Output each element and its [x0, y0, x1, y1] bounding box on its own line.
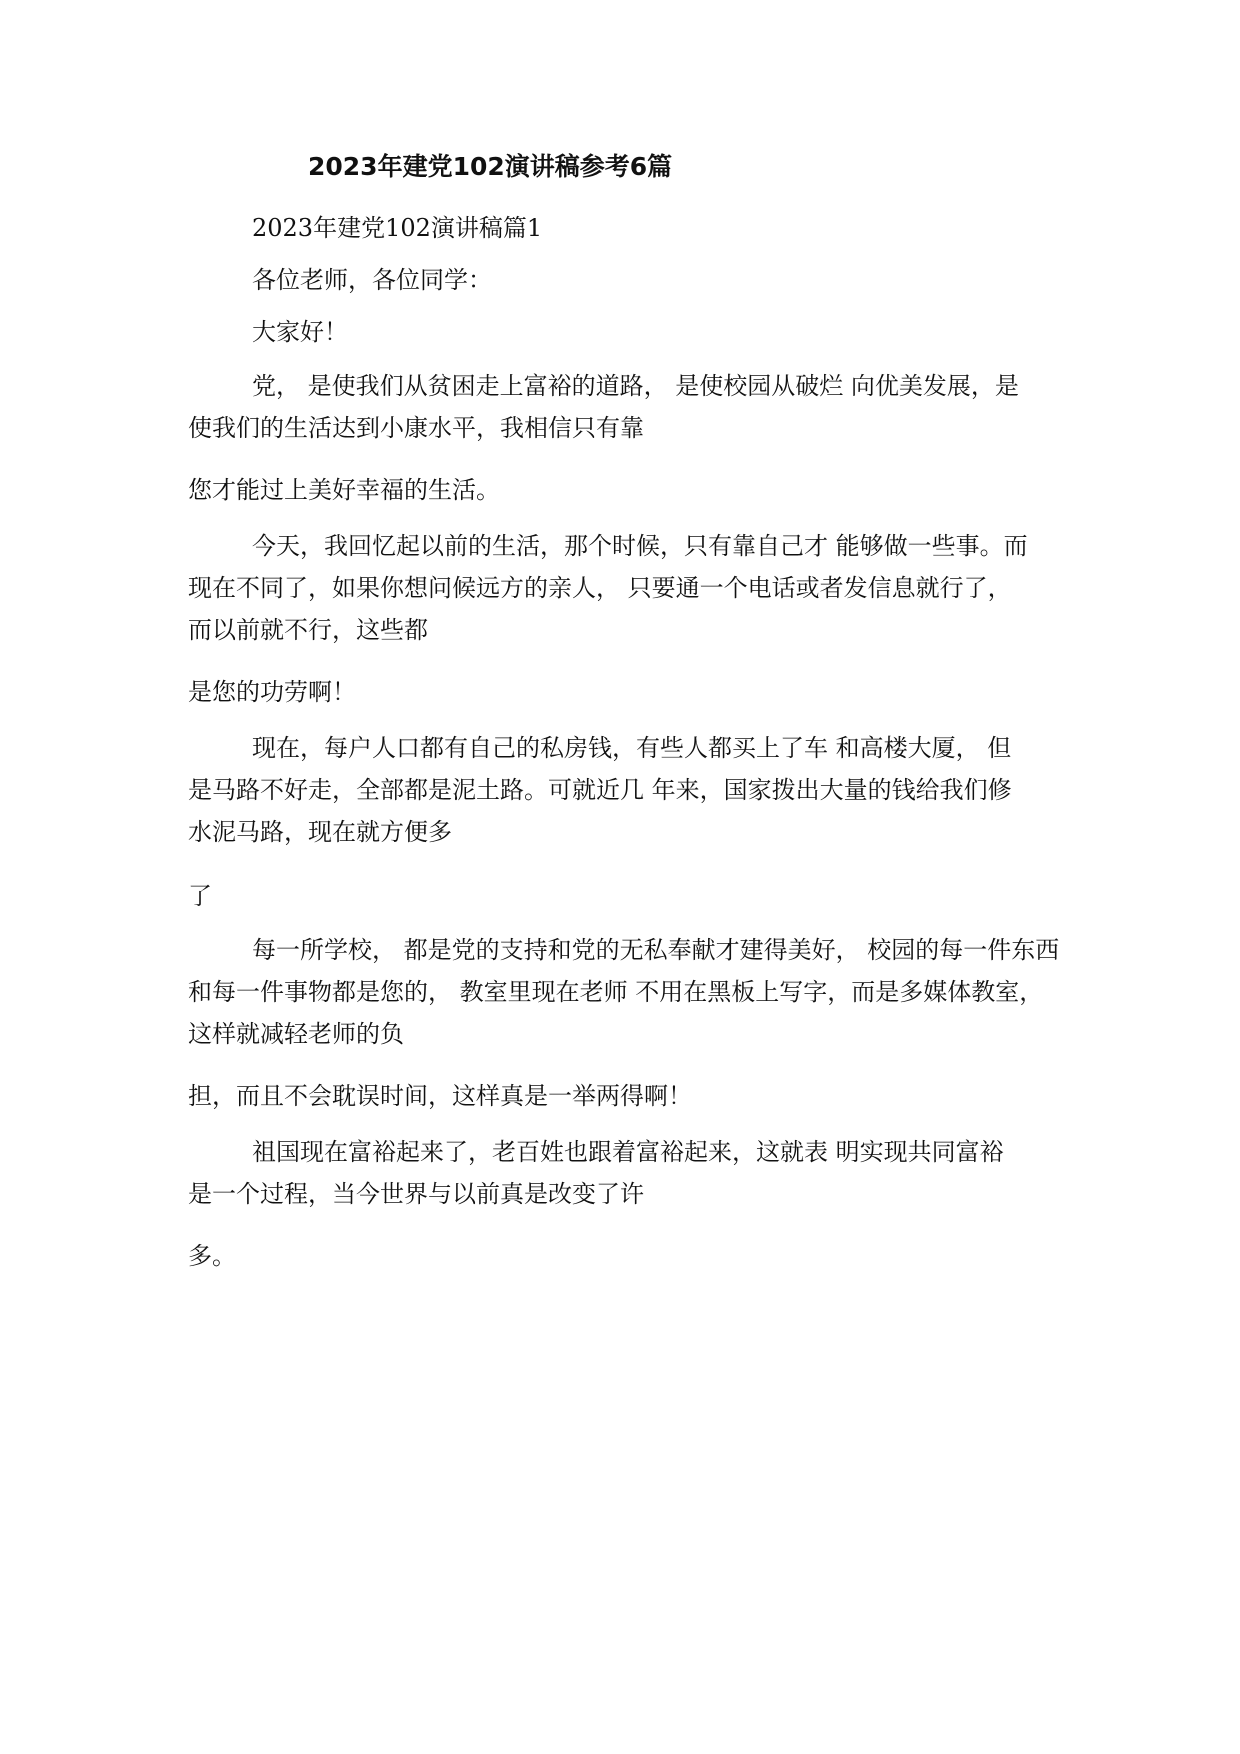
section-heading: 2023年建党102演讲稿篇1	[252, 214, 543, 242]
paragraph-line: 而以前就不行，这些都	[188, 616, 428, 644]
paragraph-line: 是您的功劳啊！	[188, 678, 356, 706]
paragraph-line: 每一所学校， 都是党的支持和党的无私奉献才建得美好， 校园的每一件东西	[252, 936, 1060, 964]
paragraph-line: 这样就减轻老师的负	[188, 1020, 404, 1048]
paragraph-line: 今天，我回忆起以前的生活，那个时候，只有靠自己才 能够做一些事。而	[252, 532, 1028, 560]
paragraph-line: 水泥马路，现在就方便多	[188, 818, 452, 846]
paragraph-line: 现在，每户人口都有自己的私房钱，有些人都买上了车 和高楼大厦， 但	[252, 734, 1012, 762]
hello-line: 大家好！	[252, 318, 348, 346]
paragraph-line: 了	[188, 882, 212, 910]
paragraph-line: 现在不同了，如果你想问候远方的亲人， 只要通一个电话或者发信息就行了，	[188, 574, 1012, 602]
paragraph-line: 祖国现在富裕起来了，老百姓也跟着富裕起来，这就表 明实现共同富裕	[252, 1138, 1004, 1166]
paragraph-line: 和每一件事物都是您的， 教室里现在老师 不用在黑板上写字，而是多媒体教室，	[188, 978, 1044, 1006]
document-title: 2023年建党102演讲稿参考6篇	[308, 152, 673, 181]
paragraph-line: 党， 是使我们从贫困走上富裕的道路， 是使校园从破烂 向优美发展，是	[252, 372, 1019, 400]
paragraph-line: 使我们的生活达到小康水平，我相信只有靠	[188, 414, 644, 442]
greeting-line: 各位老师，各位同学：	[252, 266, 492, 294]
paragraph-line: 多。	[188, 1242, 236, 1270]
paragraph-line: 您才能过上美好幸福的生活。	[188, 476, 500, 504]
paragraph-line: 是一个过程，当今世界与以前真是改变了许	[188, 1180, 644, 1208]
paragraph-line: 担，而且不会耽误时间，这样真是一举两得啊！	[188, 1082, 692, 1110]
paragraph-line: 是马路不好走，全部都是泥土路。可就近几 年来，国家拨出大量的钱给我们修	[188, 776, 1012, 804]
